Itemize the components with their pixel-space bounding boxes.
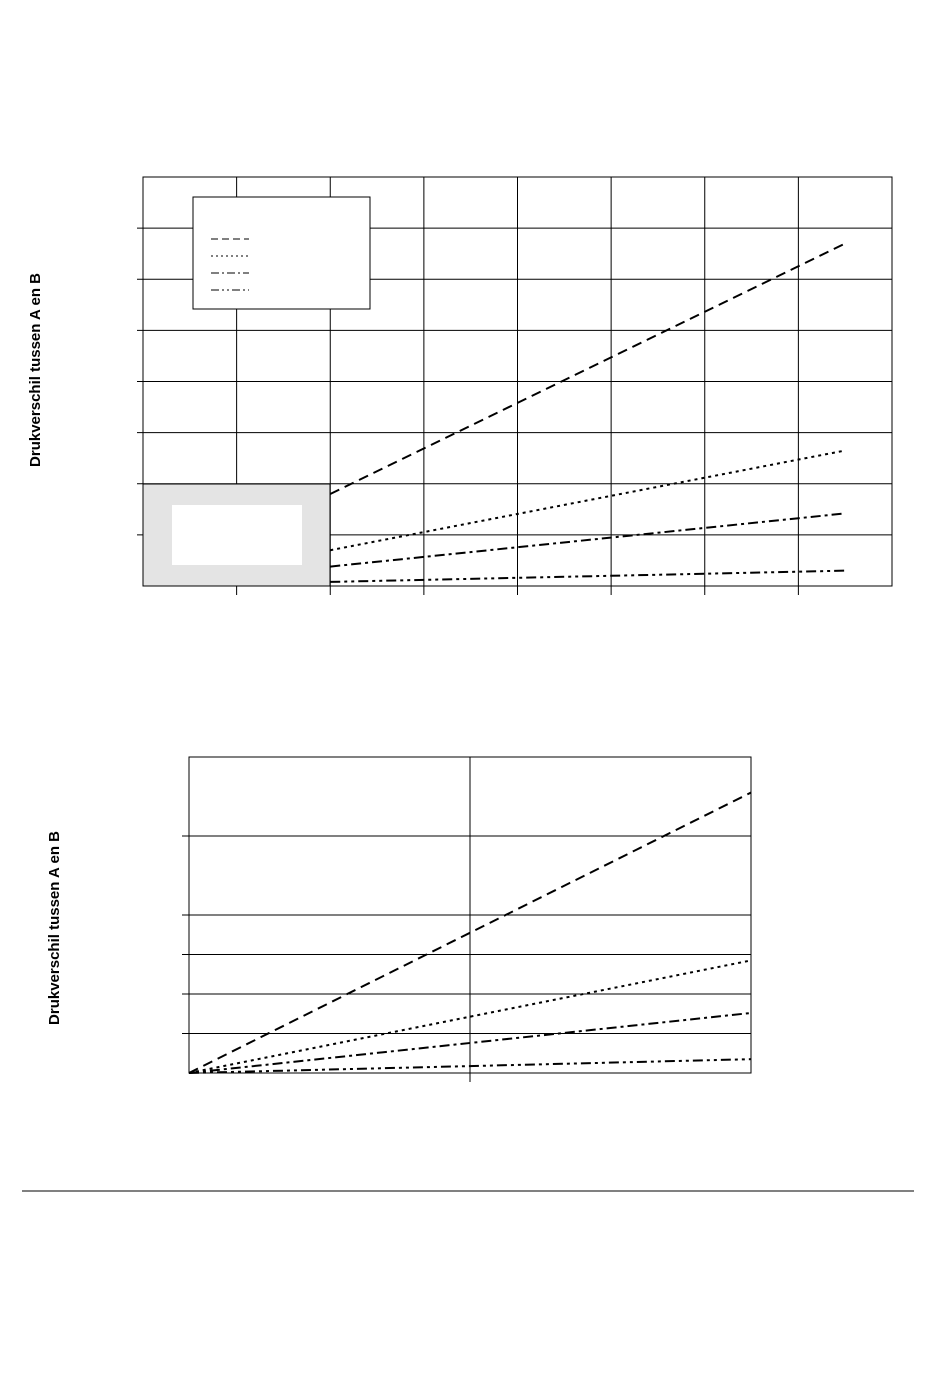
inset-label-area [172,505,302,565]
legend-box [193,197,370,309]
legend-upper [193,197,370,309]
chart-upper [27,177,892,595]
y-axis-label-lower: Drukverschil tussen A en B [46,831,63,1025]
y-axis-label-upper: Drukverschil tussen A en B [27,273,44,467]
chart-lower [46,757,751,1082]
